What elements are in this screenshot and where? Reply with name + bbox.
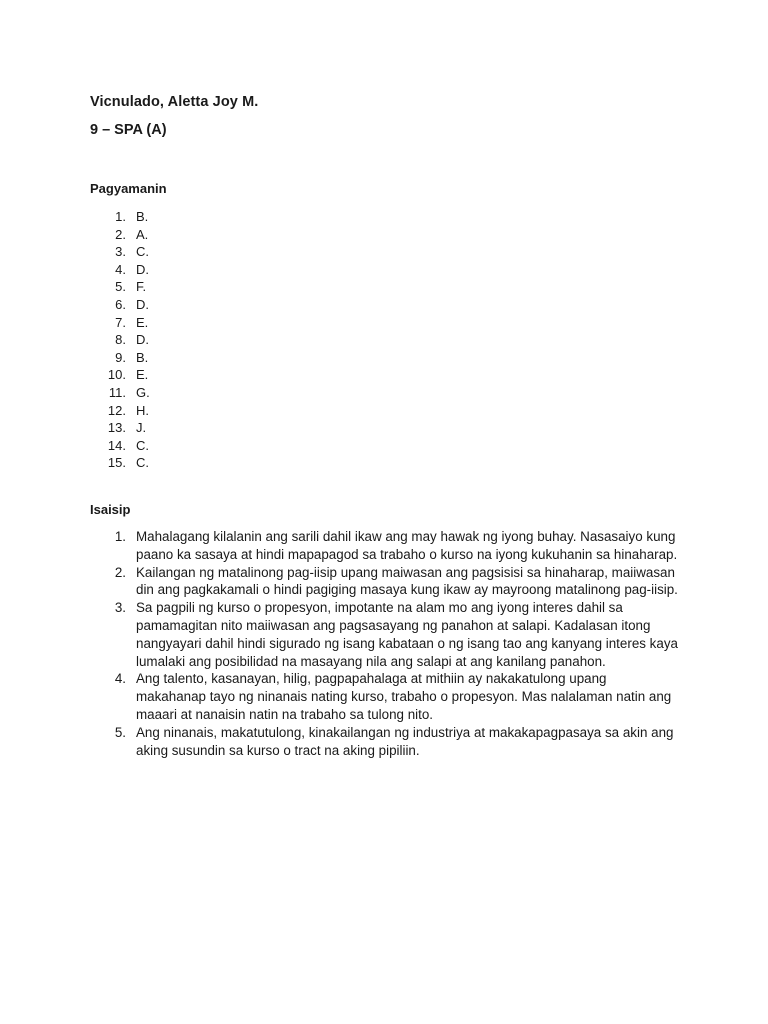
essay-number: 4.	[114, 671, 126, 687]
pagyamanin-heading: Pagyamanin	[90, 181, 167, 196]
answer-number: 7.	[115, 314, 126, 330]
answer-item	[90, 296, 150, 314]
answer-number: 4.	[115, 261, 126, 277]
essay-text: Kailangan ng matalinong pag-iisip upang maiwasan ang pagsisisi sa hinaharap, maiiwasan din ang pagkakamali o hindi pagiging masaya kung ikaw ay mayroong matalinong pag-iisip.	[136, 564, 678, 598]
student-section: 9 – SPA (A)	[90, 122, 167, 138]
essay-text: Sa pagpili ng kurso o propesyon, impotante na alam mo ang iyong interes dahil sa pamamagitan nito maiiwasan ang pagsasayang ng panahon at salapi. Kadalasan itong nangyayari dahil hindi sigurado ng isang kabataan o ng isang tao ang kanyang interes kaya lumalaki ang posibilidad na masayang nila ang salapi at ang kanilang panahon.	[136, 600, 678, 669]
answer-item	[90, 402, 150, 420]
answer-number: 3.	[115, 244, 126, 260]
answer-number: 2.	[115, 226, 126, 242]
answer-letter: A.	[136, 226, 149, 242]
answer-item	[90, 243, 150, 261]
answer-letter: G.	[136, 384, 150, 400]
essay-text: Mahalagang kilalanin ang sarili dahil ikaw ang may hawak ng iyong buhay. Nasasaiyo kung paano ka sasaya at hindi mapapagod sa trabaho o kurso na iyong kukuhanin sa hinaharap.	[136, 529, 678, 562]
essay-item	[90, 724, 680, 760]
answer-letter: B.	[136, 349, 149, 365]
answer-letter: E.	[136, 314, 149, 330]
answer-number: 5.	[115, 279, 126, 295]
isaisip-answer-list	[90, 528, 680, 759]
essay-text: Ang ninanais, makatutulong, kinakailangan ng industriya at makakapagpasaya sa akin ang aking susundin sa kurso o tract na aking pipiliin.	[136, 724, 674, 758]
answer-letter: F.	[136, 279, 147, 295]
answer-item	[90, 419, 150, 437]
answer-item	[90, 366, 150, 384]
answer-letter: C.	[136, 437, 149, 453]
answer-letter: C.	[136, 244, 149, 260]
answer-number: 15.	[107, 455, 126, 471]
answer-letter: D.	[136, 296, 149, 312]
answer-item	[90, 437, 150, 455]
answer-letter: D.	[136, 332, 149, 348]
answer-number: 6.	[115, 296, 126, 312]
answer-number: 12.	[107, 402, 126, 418]
answer-letter: E.	[136, 367, 149, 383]
answer-number: 14.	[107, 437, 126, 453]
answer-item	[90, 331, 150, 349]
student-name: Vicnulado, Aletta Joy M.	[90, 94, 259, 110]
answer-item	[90, 226, 150, 244]
answer-number: 13.	[107, 420, 126, 436]
essay-item	[90, 564, 680, 600]
isaisip-heading: Isaisip	[90, 502, 131, 517]
essay-number: 2.	[114, 564, 126, 580]
answer-number: 11.	[108, 384, 126, 400]
answer-number: 10.	[107, 367, 126, 383]
essay-item	[90, 528, 680, 564]
answer-letter: H.	[136, 402, 149, 418]
answer-number: 8.	[115, 332, 126, 348]
answer-number: 1.	[115, 209, 126, 224]
answer-item	[90, 208, 150, 226]
essay-item	[90, 670, 680, 723]
answer-item	[90, 384, 150, 402]
answer-item	[90, 349, 150, 367]
essay-number: 5.	[114, 724, 126, 740]
answer-number: 9.	[115, 349, 126, 365]
essay-number: 3.	[114, 600, 126, 616]
answer-letter: C.	[136, 455, 149, 471]
answer-item	[90, 261, 150, 279]
answer-item	[90, 454, 150, 472]
pagyamanin-answer-list	[90, 208, 150, 472]
answer-letter: J.	[136, 420, 147, 436]
answer-letter: D.	[136, 261, 149, 277]
essay-text: Ang talento, kasanayan, hilig, pagpapahalaga at mithiin ay nakakatulong upang makahanap tayo ng ninanais nating kurso, trabaho o propesyon. Mas nalalaman natin ang maaari at nanaisin natin na trabaho sa tulong nito.	[136, 671, 672, 722]
essay-item	[90, 599, 680, 670]
answer-letter: B.	[136, 209, 149, 224]
answer-item	[90, 278, 150, 296]
essay-number: 1.	[114, 529, 126, 544]
answer-item	[90, 314, 150, 332]
